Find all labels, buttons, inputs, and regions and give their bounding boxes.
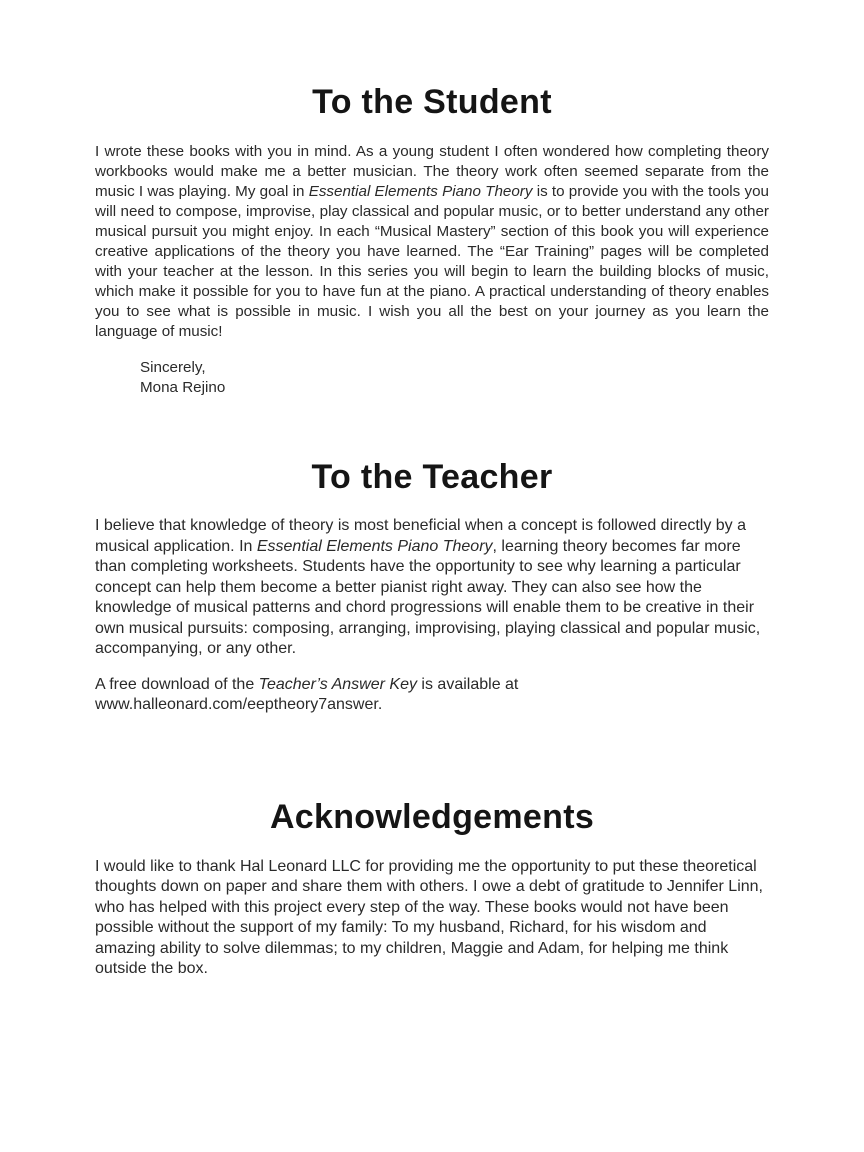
teacher-paragraph1-text-before: I believe that knowledge of theory is most beneficial when a concept is followed directly by a musical application. In [95,517,747,555]
book-title-italic: Essential Elements Piano Theory [256,537,493,555]
signature-block [140,358,769,398]
section-to-the-teacher [95,457,769,716]
acknowledgements-section-heading: Acknowledgements [269,797,595,836]
teacher-paragraph-1 [95,516,769,660]
signature-closing: Sincerely, [140,358,206,376]
teacher-section-heading: To the Teacher [311,457,553,496]
teacher-paragraph2-text-before: A free download of the [95,675,259,693]
section-acknowledgements [95,797,769,980]
acknowledgements-paragraph: I would like to thank Hal Leonard LLC for providing me the opportunity to put these theoretical thoughts down on paper and share them with others. I owe a debt of gratitude to Jennifer Linn, who has helped with this project every step of the way. These books would not have been possible without the support of my family: To my husband, Richard, for his wisdom and amazing ability to solve dilemmas; to my children, Maggie and Adam, for helping me think outside the box. [95,857,763,978]
teacher-paragraph2-text-after: is available at www.halleonard.com/eeptheory7answer. [95,675,519,714]
student-section-heading: To the Student [312,83,552,121]
student-paragraph-text-after: is to provide you with the tools you will need to compose, improvise, play classical and popular music, or to better understand any other musical pursuit you might enjoy. In each “Musical Mastery” section of this book you will experience creative applications of the theory you have learned. The “Ear Training” pages will be completed with your teacher at the lesson. In this series you will begin to learn the building blocks of music, which make it possible for you to have fun at the piano. A practical understanding of theory enables you to see what is possible in music. I wish you all the best on your journey as you learn the language of music! [95,182,769,340]
section-to-the-student [95,85,769,398]
student-paragraph-text-before: I wrote these books with you in mind. As a young student I often wondered how completing theory workbooks would make me a better musician. The theory work often seemed separate from the music I was playing. My goal in [95,142,769,200]
student-paragraph [95,142,769,342]
answer-key-title-italic: Teacher’s Answer Key [258,675,417,693]
teacher-paragraph1-text-after: , learning theory becomes far more than completing worksheets. Students have the opportunity to see why learning a particular concept can help them become a better pianist right away. They can also see how the knowledge of musical patterns and chord progressions will enable them to be creative in their own musical pursuits: composing, arranging, improvising, playing classical and popular music, accompanying, or any other. [95,537,761,658]
book-title-italic: Essential Elements Piano Theory [308,182,533,200]
signature-name: Mona Rejino [140,378,226,396]
teacher-paragraph-2 [95,675,769,716]
